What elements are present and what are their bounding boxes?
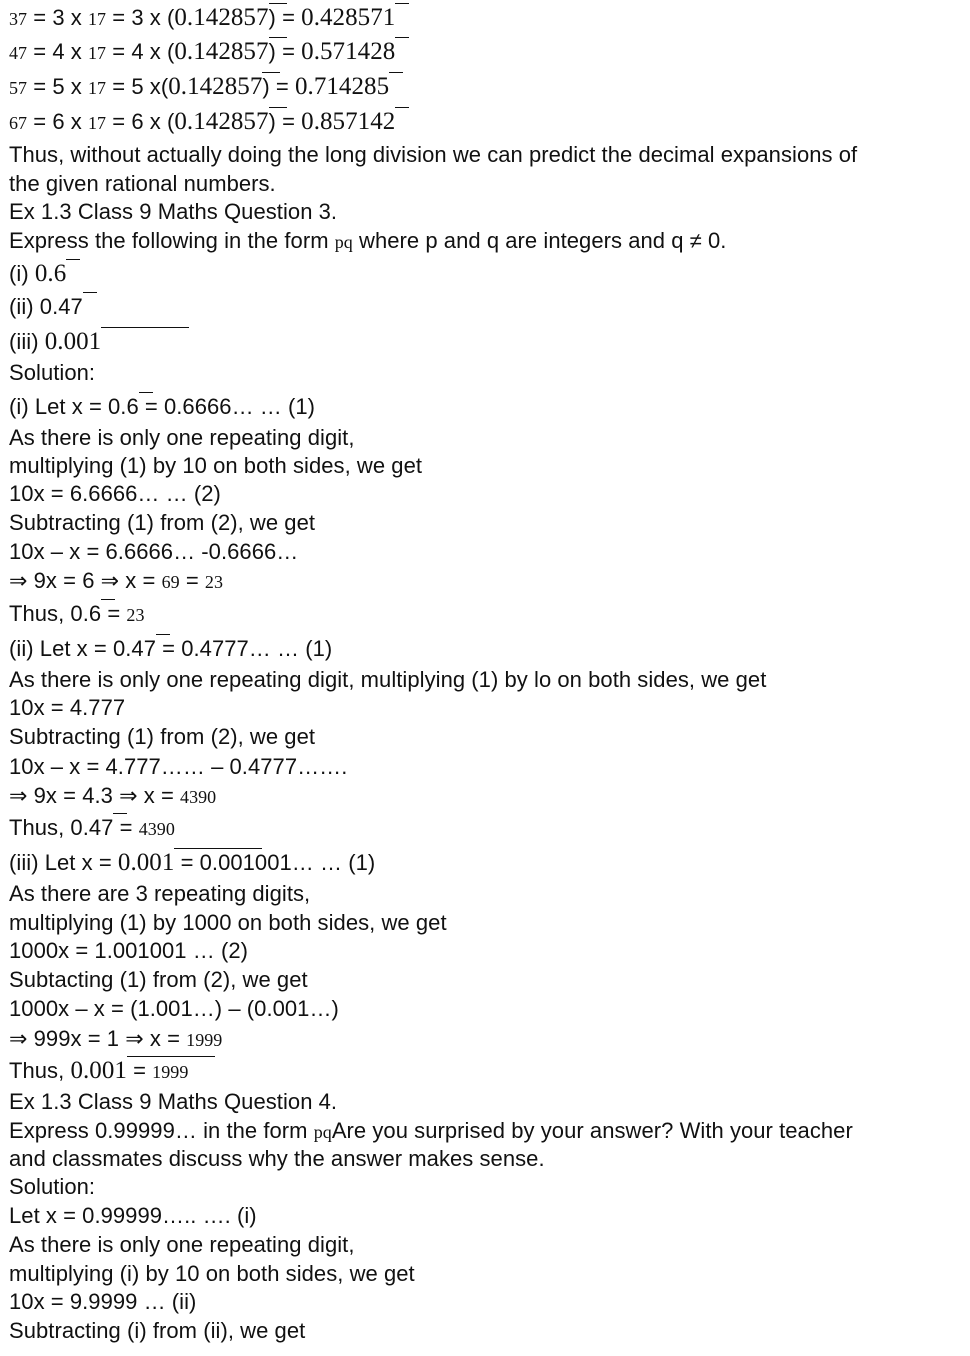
solution-line: As there is only one repeating digit, multiplying (1) by lo on both sides, we get	[9, 667, 767, 692]
solution-line: 10x = 4.777	[9, 695, 126, 720]
question-text: Express 0.99999… in the form pqAre you surprised by your answer? With your teacher	[9, 1118, 853, 1143]
solution-line: multiplying (1) by 1000 on both sides, we get	[9, 910, 447, 935]
solution-line: ⇒ 9x = 4.3 ⇒ x = 4390	[9, 783, 217, 808]
repeating-decimal: 0.571428	[301, 38, 395, 66]
solution-line: As there is only one repeating digit,	[9, 1232, 355, 1257]
repeating-decimal: 0.142857	[174, 38, 268, 66]
question-heading: Ex 1.3 Class 9 Maths Question 4.	[9, 1089, 338, 1114]
repeating-decimal: 0.142857	[174, 4, 268, 32]
paragraph-line: Thus, without actually doing the long division we can predict the decimal expansions of	[9, 142, 858, 167]
solution-line: multiplying (i) by 10 on both sides, we get	[9, 1261, 415, 1286]
repeating-decimal: 0.714285	[295, 73, 389, 101]
question-text: Express the following in the form pq where p and q are integers and q ≠ 0.	[9, 228, 727, 253]
solution-heading: Solution:	[9, 360, 96, 385]
solution-line: Subtracting (1) from (2), we get	[9, 510, 316, 535]
solution-line: Subtracting (1) from (2), we get	[9, 724, 316, 749]
solution-line: multiplying (1) by 10 on both sides, we get	[9, 453, 423, 478]
solution-line: (iii) Let x = 0.001 = 0.001001… … (1)	[9, 849, 376, 876]
solution-line: ⇒ 999x = 1 ⇒ x = 1999	[9, 1026, 223, 1051]
solution-line: 1000x = 1.001001 … (2)	[9, 938, 248, 963]
solution-line: Subtracting (i) from (ii), we get	[9, 1318, 306, 1343]
question-text: and classmates discuss why the answer makes sense.	[9, 1146, 545, 1171]
equation-6-7: 67 = 6 x 17 = 6 x (0.142857 ) = 0.857142	[9, 108, 395, 137]
equation-5-7: 57 = 5 x 17 = 5 x(0.142857 ) = 0.714285	[9, 73, 389, 102]
solution-line: As there is only one repeating digit,	[9, 425, 355, 450]
solution-line: Subtacting (1) from (2), we get	[9, 967, 308, 992]
solution-line: Thus, 0.6 = 23	[9, 601, 145, 626]
equation-4-7: 47 = 4 x 17 = 4 x (0.142857 ) = 0.571428	[9, 38, 395, 67]
repeating-decimal: 0.142857	[168, 73, 262, 101]
solution-line: 1000x – x = (1.001…) – (0.001…)	[9, 996, 339, 1021]
solution-line: Thus, 0.001 = 1999	[9, 1057, 188, 1086]
repeating-decimal: 0.428571	[301, 4, 395, 32]
solution-line: (i) Let x = 0.6 = 0.6666… … (1)	[9, 394, 316, 419]
solution-line: ⇒ 9x = 6 ⇒ x = 69 = 23	[9, 568, 224, 593]
solution-line: Let x = 0.99999….. …. (i)	[9, 1203, 257, 1228]
solution-line: 10x = 9.9999 … (ii)	[9, 1289, 197, 1314]
solution-line: 10x = 6.6666… … (2)	[9, 481, 221, 506]
solution-line: (ii) Let x = 0.47 = 0.4777… … (1)	[9, 636, 333, 661]
solution-line: 10x – x = 4.777…… – 0.4777…….	[9, 754, 348, 779]
solution-line: 10x – x = 6.6666… -0.6666…	[9, 539, 299, 564]
paragraph-line: the given rational numbers.	[9, 171, 276, 196]
repeating-decimal: 0.857142	[301, 108, 395, 136]
question-heading: Ex 1.3 Class 9 Maths Question 3.	[9, 199, 338, 224]
repeating-decimal: 0.142857	[174, 108, 268, 136]
equation-3-7: 37 = 3 x 17 = 3 x (0.142857 ) = 0.428571	[9, 4, 395, 33]
solution-line: Thus, 0.47 = 4390	[9, 815, 175, 840]
question-part-ii: (ii) 0.47	[9, 293, 83, 321]
question-part-i: (i) 0.6	[9, 260, 66, 288]
solution-line: As there are 3 repeating digits,	[9, 881, 311, 906]
solution-heading: Solution:	[9, 1174, 96, 1199]
question-part-iii: (iii) 0.001	[9, 328, 101, 356]
